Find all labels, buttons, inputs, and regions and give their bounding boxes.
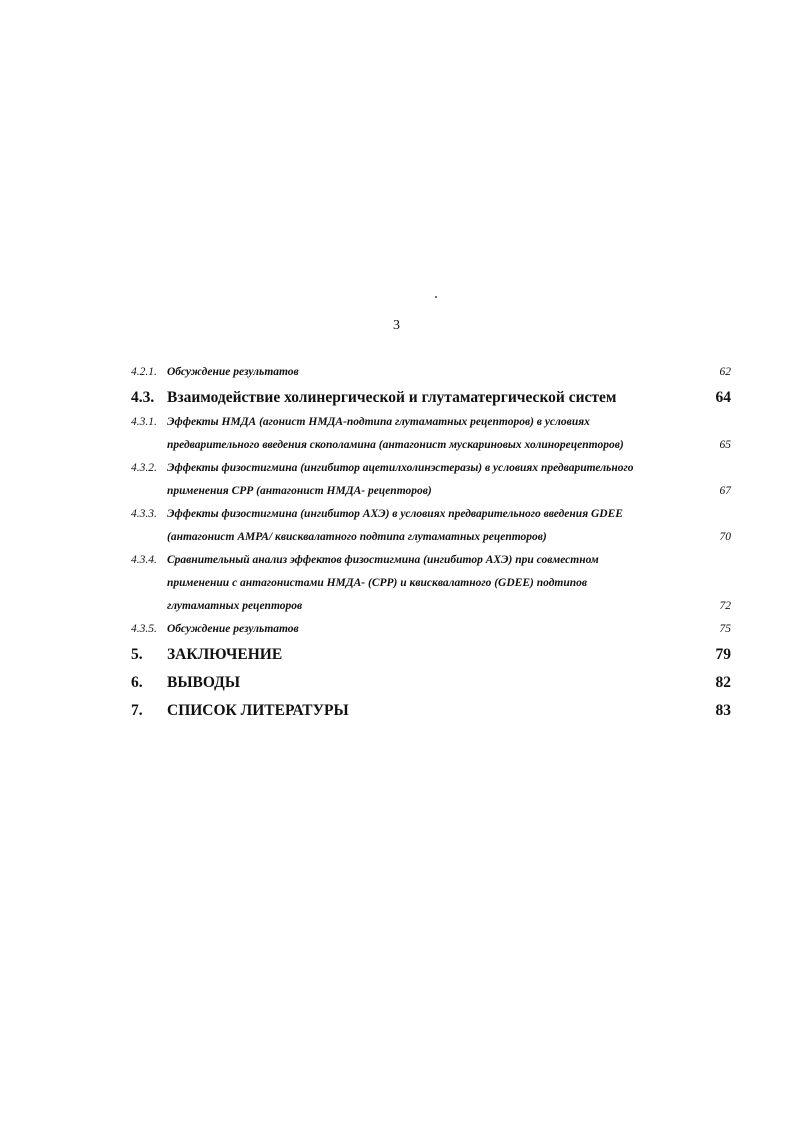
- toc-entry-title: СПИСОК ЛИТЕРАТУРЫ: [167, 702, 349, 719]
- toc-entry-number: 4.3.1.: [131, 416, 157, 428]
- toc-entry-title: ЗАКЛЮЧЕНИЕ: [167, 646, 283, 663]
- toc-entry-page: 75: [719, 623, 731, 635]
- toc-entry-title: ВЫВОДЫ: [167, 674, 241, 691]
- toc-entry-number: 5.: [131, 646, 143, 663]
- toc-entry-page: 65: [719, 439, 731, 451]
- toc-entry-title-line-3: глутаматных рецепторов: [167, 600, 303, 612]
- page-number: 3: [393, 318, 400, 333]
- toc-entry-page: 82: [715, 674, 731, 691]
- toc-entry-number: 4.3.: [131, 389, 155, 406]
- toc-entry-number: 4.2.1.: [131, 366, 157, 378]
- toc-entry-page: 83: [715, 702, 731, 719]
- toc-entry-title-line-1: Эффекты физостигмина (ингибитор ацетилхолинэстеразы) в условиях предварительного: [167, 462, 634, 474]
- toc-entry-number: 4.3.5.: [131, 623, 157, 635]
- toc-entry-page: 67: [719, 485, 731, 497]
- toc-entry-number: 4.3.2.: [131, 462, 157, 474]
- toc-entry-title: Взаимодействие холинергической и глутаматергической систем: [167, 389, 617, 406]
- scan-speck: [435, 296, 437, 298]
- toc-entry-title-line-2: (антагонист АМРА/ квисквалатного подтипа глутаматных рецепторов): [167, 531, 547, 543]
- toc-entry-number: 6.: [131, 674, 143, 691]
- toc-entry-page: 79: [715, 646, 731, 663]
- toc-entry-title-line-1: Сравнительный анализ эффектов физостигмина (ингибитор АХЭ) при совместном: [167, 554, 599, 566]
- toc-entry-title-line-2: применении с антагонистами НМДА- (СРР) и квисквалатного (GDEE) подтипов: [167, 577, 588, 589]
- toc-entry-title: Обсуждение результатов: [167, 366, 299, 378]
- toc-entry-title-line-1: Эффекты НМДА (агонист НМДА-подтипа глутаматных рецепторов) в условиях: [167, 416, 590, 428]
- toc-entry-title-line-2: предварительного введения скополамина (антагонист мускариновых холинорецепторов): [167, 439, 624, 451]
- toc-entry-page: 62: [719, 366, 731, 378]
- toc-entry-title: Обсуждение результатов: [167, 623, 299, 635]
- toc-entry-page: 70: [719, 531, 731, 543]
- toc-entry-page: 64: [715, 389, 731, 406]
- toc-entry-number: 4.3.4.: [131, 554, 157, 566]
- toc-entry-page: 72: [719, 600, 731, 612]
- toc-entry-title-line-2: применения СРР (антагонист НМДА- рецепторов): [167, 485, 432, 497]
- toc-entry-number: 4.3.3.: [131, 508, 157, 520]
- toc-entry-title-line-1: Эффекты физостигмина (ингибитор АХЭ) в условиях предварительного введения GDEE: [167, 508, 623, 520]
- toc-entry-number: 7.: [131, 702, 143, 719]
